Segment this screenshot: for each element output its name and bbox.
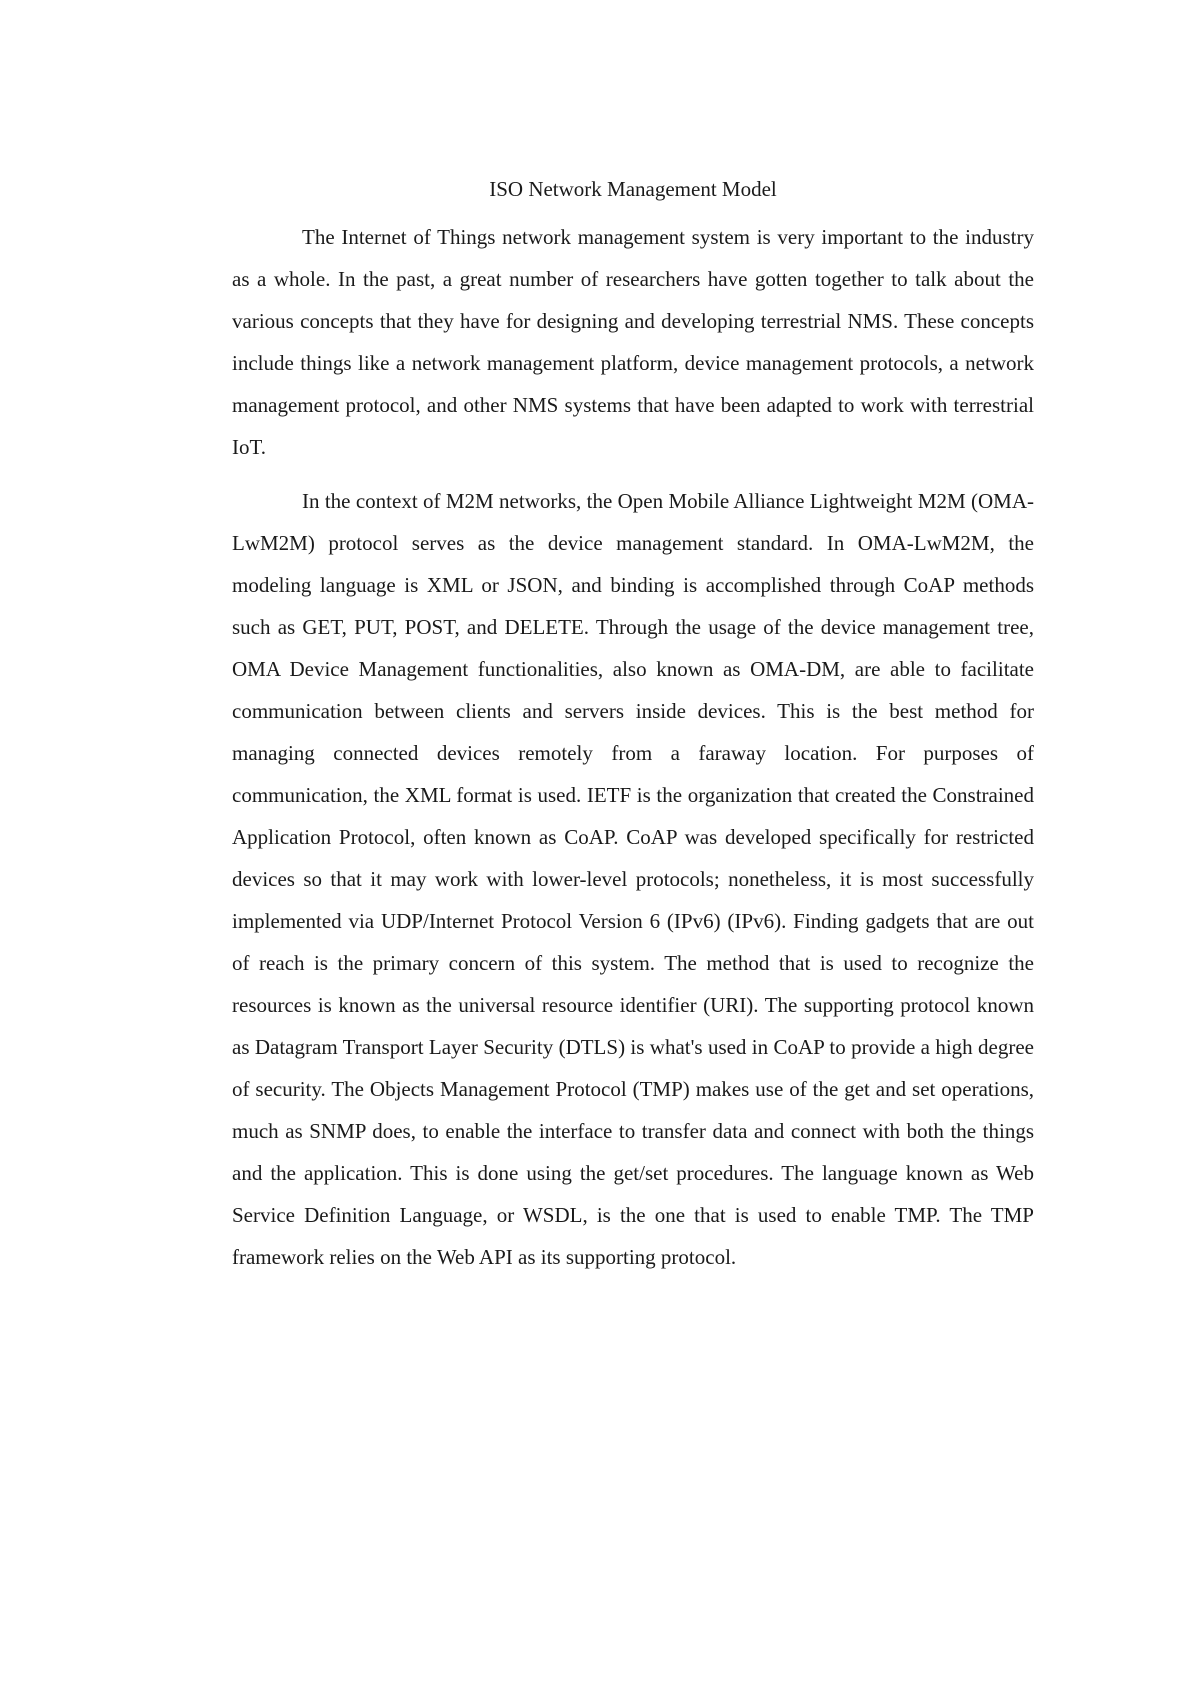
document-body xyxy=(232,168,1034,1290)
document-title: ISO Network Management Model xyxy=(489,177,777,201)
paragraph-1: The Internet of Things network management system is very important to the industry as a whole. In the past, a great number of researchers have gotten together to talk about the various concepts that they have for designing and developing terrestrial NMS. These concepts include things like a network management platform, device management protocols, a network management protocol, and other NMS systems that have been adapted to work with terrestrial IoT. xyxy=(232,225,1034,459)
paragraph-2: In the context of M2M networks, the Open Mobile Alliance Lightweight M2M (OMA-LwM2M) protocol serves as the device management standard. In OMA-LwM2M, the modeling language is XML or JSON, and binding is accomplished through CoAP methods such as GET, PUT, POST, and DELETE. Through the usage of the device management tree, OMA Device Management functionalities, also known as OMA-DM, are able to facilitate communication between clients and servers inside devices. This is the best method for managing connected devices remotely from a faraway location. For purposes of communication, the XML format is used. IETF is the organization that created the Constrained Application Protocol, often known as CoAP. CoAP was developed specifically for restricted devices so that it may work with lower-level protocols; nonetheless, it is most successfully implemented via UDP/Internet Protocol Version 6 (IPv6) (IPv6). Finding gadgets that are out of reach is the primary concern of this system. The method that is used to recognize the resources is known as the universal resource identifier (URI). The supporting protocol known as Datagram Transport Layer Security (DTLS) is what's used in CoAP to provide a high degree of security. The Objects Management Protocol (TMP) makes use of the get and set operations, much as SNMP does, to enable the interface to transfer data and connect with both the things and the application. This is done using the get/set procedures. The language known as Web Service Definition Language, or WSDL, is the one that is used to enable TMP. The TMP framework relies on the Web API as its supporting protocol. xyxy=(232,489,1034,1269)
